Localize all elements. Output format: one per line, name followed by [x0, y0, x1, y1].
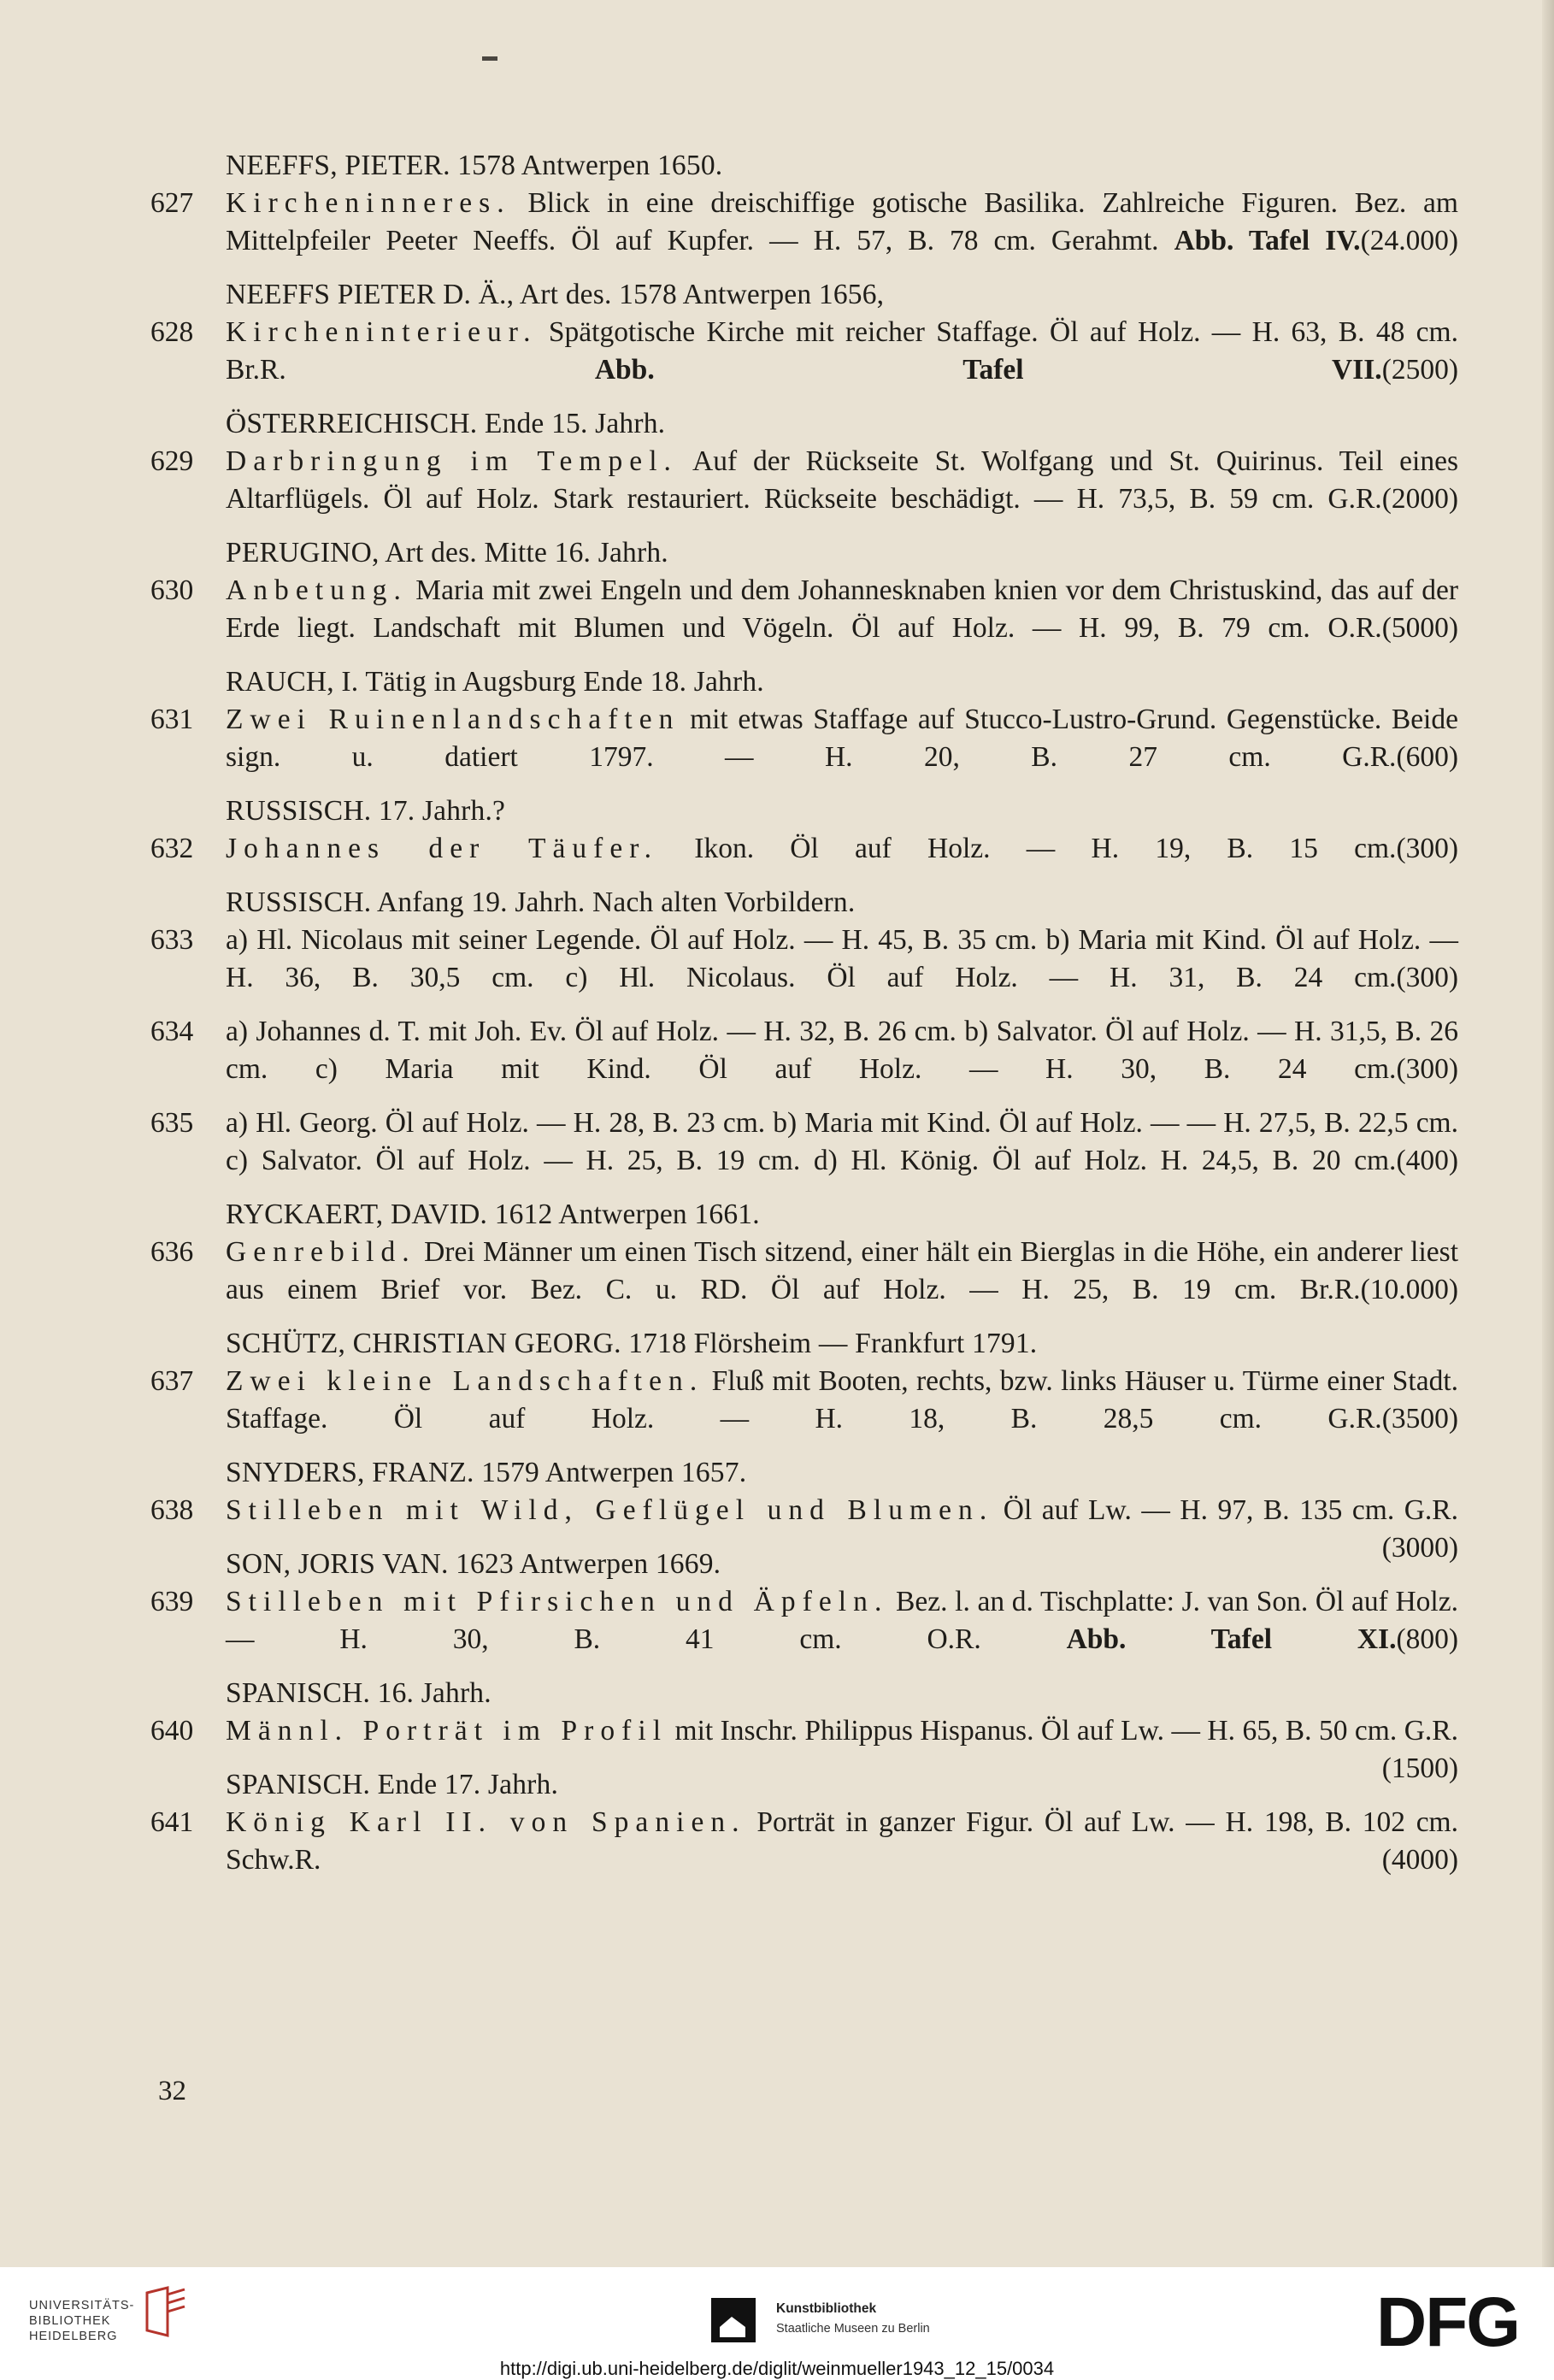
lot-number: 638: [150, 1494, 194, 1526]
catalog-entry: [0, 792, 1554, 868]
lot-description: [226, 185, 1458, 260]
artist-heading: SPANISCH. Ende 17. Jahrh.: [226, 1769, 559, 1800]
lot-details: Porträt in ganzer Figur. Öl auf Lw. — H. 198, B. 102 cm. Schw.R.: [226, 1806, 1458, 1876]
page-url[interactable]: http://digi.ub.uni-heidelberg.de/diglit/weinmueller1943_12_15/0034: [499, 2358, 1055, 2379]
artist-heading: SNYDERS, FRANZ. 1579 Antwerpen 1657.: [226, 1457, 747, 1488]
dfg-logo: DFG: [1376, 2283, 1520, 2361]
lot-title: Johannes der Täufer.: [226, 833, 659, 864]
lot-price: (3500): [1381, 1403, 1458, 1434]
lot-details: Auf der Rückseite St. Wolfgang und St. Quirinus. Teil eines Altarflügels. Öl auf Holz. Stark restauriert. Rückseite beschädigt. — H. 73,5, B. 59 cm. G.R.: [226, 445, 1458, 515]
lot-number: 639: [150, 1586, 194, 1617]
lot-item: [0, 1013, 1554, 1088]
item-spacer: [0, 1088, 1554, 1105]
lot-description: [226, 1234, 1458, 1309]
lot-title: Zwei Ruinenlandschaften: [226, 704, 680, 735]
lot-details: a) Hl. Nicolaus mit seiner Legende. Öl auf Holz. — H. 45, B. 35 cm. b) Maria mit Kind. Öl auf Holz. — H. 36, B. 30,5 cm. c) Hl. Nicolaus. Öl auf Holz. — H. 31, B. 24 cm.: [226, 924, 1458, 993]
lot-price: (300): [1396, 1053, 1458, 1085]
lot-description: [226, 443, 1458, 518]
catalog-entry: [0, 1196, 1554, 1309]
lot-details: Maria mit zwei Engeln und dem Johannesknaben knien vor dem Christuskind, das auf der Erde liegt. Landschaft mit Blumen und Vögeln. Öl auf Holz. — H. 99, B. 79 cm. O.R.: [226, 574, 1458, 644]
lot-title: Stilleben mit Pfirsichen und Äpfeln.: [226, 1586, 889, 1617]
lot-number: 634: [150, 1016, 194, 1047]
lot-number: 628: [150, 316, 194, 348]
lot-item: [0, 443, 1554, 518]
lot-item: [0, 701, 1554, 776]
lot-description: [226, 314, 1458, 389]
lot-price: (10.000): [1360, 1274, 1458, 1305]
lot-number: 633: [150, 924, 194, 956]
lot-number: 631: [150, 704, 194, 735]
lot-details: a) Hl. Georg. Öl auf Holz. — H. 28, B. 23 cm. b) Maria mit Kind. Öl auf Holz. — — H. 27,5, B. 22,5 cm. c) Salvator. Öl auf Holz. — H. 25, B. 19 cm. d) Hl. König. Öl auf Holz. H. 24,5, B. 20 cm.: [226, 1107, 1458, 1176]
page-number: 32: [158, 2076, 186, 2106]
catalog-entry: [0, 1675, 1554, 1784]
lot-description: [226, 1583, 1458, 1658]
lot-details: Öl auf Lw. — H. 97, B. 135 cm. G.R.: [993, 1494, 1458, 1526]
lot-description: [226, 701, 1458, 776]
catalog-entry: [0, 1546, 1554, 1658]
artist-heading: NEEFFS PIETER D. Ä., Art des. 1578 Antwerpen 1656,: [226, 279, 885, 310]
lot-title: Stilleben mit Wild, Geflügel und Blumen.: [226, 1494, 994, 1526]
plate-reference: Abb. Tafel XI.: [1066, 1623, 1397, 1655]
lot-item: [0, 1583, 1554, 1658]
catalog-entry: [0, 276, 1554, 389]
artist-heading: RAUCH, I. Tätig in Augsburg Ende 18. Jahrh.: [226, 666, 764, 698]
lot-title: Zwei kleine Landschaften.: [226, 1365, 704, 1397]
lot-description: [226, 1105, 1458, 1180]
lot-description: [226, 572, 1458, 647]
lot-item: [0, 830, 1554, 868]
lot-title: Anbetung.: [226, 574, 408, 606]
artist-heading: NEEFFS, PIETER. 1578 Antwerpen 1650.: [226, 150, 723, 181]
lot-details: mit Inschr. Philippus Hispanus. Öl auf Lw. — H. 65, B. 50 cm. G.R.: [668, 1715, 1458, 1747]
catalog-list: [0, 147, 1554, 1895]
catalog-entry: [0, 1325, 1554, 1438]
lot-number: 640: [150, 1715, 194, 1747]
lot-item: [0, 314, 1554, 389]
university-line-1: UNIVERSITÄTS-: [29, 2299, 135, 2312]
catalog-entry: [0, 534, 1554, 647]
lot-details: Spätgotische Kirche mit reicher Staffage. Öl auf Holz. — H. 63, B. 48 cm. Br.R.: [226, 316, 1458, 386]
artist-heading: RUSSISCH. Anfang 19. Jahrh. Nach alten Vorbildern.: [226, 887, 856, 918]
lot-item: [0, 1804, 1554, 1879]
artist-heading: SCHÜTZ, CHRISTIAN GEORG. 1718 Flörsheim — Frankfurt 1791.: [226, 1328, 1038, 1359]
university-logo-icon: [142, 2286, 190, 2337]
lot-item: [0, 922, 1554, 997]
library-subtitle: Staatliche Museen zu Berlin: [776, 2322, 930, 2336]
lot-description: [226, 1363, 1458, 1438]
lot-details: Ikon. Öl auf Holz. — H. 19, B. 15 cm.: [658, 833, 1397, 864]
lot-price: (600): [1396, 741, 1458, 773]
lot-price: (1500): [1381, 1753, 1458, 1784]
plate-reference: Abb. Tafel IV.: [1174, 225, 1361, 256]
lot-description: [226, 1712, 1458, 1784]
lot-price: (3000): [1381, 1532, 1458, 1564]
lot-item: [0, 185, 1554, 260]
lot-details: Drei Männer um einen Tisch sitzend, einer hält ein Bierglas in die Höhe, ein anderer liest aus einem Brief vor. Bez. C. u. RD. Öl auf Holz. — H. 25, B. 19 cm. Br.R.: [226, 1236, 1458, 1305]
lot-item: [0, 1105, 1554, 1180]
lot-item: [0, 1234, 1554, 1309]
catalog-entry: [0, 147, 1554, 260]
library-name: Kunstbibliothek: [776, 2301, 877, 2316]
lot-item: [0, 572, 1554, 647]
lot-title: König Karl II. von Spanien.: [226, 1806, 746, 1838]
university-line-3: HEIDELBERG: [29, 2330, 118, 2343]
lot-details: a) Johannes d. T. mit Joh. Ev. Öl auf Holz. — H. 32, B. 26 cm. b) Salvator. Öl auf Holz. — H. 31,5, B. 26 cm. c) Maria mit Kind. Öl auf Holz. — H. 30, B. 24 cm.: [226, 1016, 1458, 1085]
lot-number: 629: [150, 445, 194, 477]
lot-title: Darbringung im Tempel.: [226, 445, 678, 477]
lot-price: (4000): [1381, 1844, 1458, 1876]
lot-number: 641: [150, 1806, 194, 1838]
artist-heading: SON, JORIS VAN. 1623 Antwerpen 1669.: [226, 1548, 721, 1580]
catalog-entry: [0, 405, 1554, 518]
lot-price: (300): [1396, 833, 1458, 864]
viewer-footer: [0, 2267, 1554, 2380]
lot-item: [0, 1363, 1554, 1438]
artist-heading: PERUGINO, Art des. Mitte 16. Jahrh.: [226, 537, 668, 568]
university-library-name: [29, 2298, 134, 2344]
catalog-entry: [0, 663, 1554, 776]
university-line-2: BIBLIOTHEK: [29, 2314, 111, 2328]
lot-description: [226, 1804, 1458, 1879]
artist-heading: SPANISCH. 16. Jahrh.: [226, 1677, 492, 1709]
lot-details: mit etwas Staffage auf Stucco-Lustro-Grund. Gegenstücke. Beide sign. u. datiert 1797. — H. 20, B. 27 cm. G.R.: [226, 704, 1458, 773]
lot-price: (24.000): [1360, 225, 1458, 256]
artist-heading: ÖSTERREICHISCH. Ende 15. Jahrh.: [226, 408, 666, 439]
lot-description: [226, 922, 1458, 997]
lot-number: 637: [150, 1365, 194, 1397]
ink-mark: [482, 56, 497, 61]
lot-number: 636: [150, 1236, 194, 1268]
kunstbibliothek-icon: [711, 2298, 756, 2342]
lot-price: (800): [1396, 1623, 1458, 1655]
catalog-entry: [0, 884, 1554, 1180]
lot-price: (2000): [1381, 483, 1458, 515]
lot-number: 630: [150, 574, 194, 606]
lot-price: (2500): [1381, 354, 1458, 386]
lot-description: [226, 1013, 1458, 1088]
lot-description: [226, 830, 1458, 868]
artist-heading: RUSSISCH. 17. Jahrh.?: [226, 795, 506, 827]
lot-title: Kircheninneres.: [226, 187, 511, 219]
lot-item: [0, 1712, 1554, 1784]
lot-number: 632: [150, 833, 194, 864]
lot-number: 635: [150, 1107, 194, 1139]
catalog-entry: [0, 1766, 1554, 1879]
lot-title: Genrebild.: [226, 1236, 416, 1268]
lot-title: Kircheninterieur.: [226, 316, 538, 348]
plate-reference: Abb. Tafel VII.: [594, 354, 1382, 386]
item-spacer: [0, 997, 1554, 1013]
lot-price: (400): [1396, 1145, 1458, 1176]
artist-heading: RYCKAERT, DAVID. 1612 Antwerpen 1661.: [226, 1199, 760, 1230]
lot-details: Bez. l. an d. Tischplatte: J. van Son. Öl auf Holz. — H. 30, B. 41 cm. O.R.: [226, 1586, 1458, 1655]
lot-title: Männl. Porträt im Profil: [226, 1715, 668, 1747]
lot-price: (300): [1396, 962, 1458, 993]
lot-details: Blick in eine dreischiffige gotische Basilika. Zahlreiche Figuren. Bez. am Mittelpfeiler Peeter Neeffs. Öl auf Kupfer. — H. 57, B. 78 cm. Gerahmt.: [226, 187, 1458, 256]
lot-number: 627: [150, 187, 194, 219]
lot-details: Fluß mit Booten, rechts, bzw. links Häuser u. Türme einer Stadt. Staffage. Öl auf Holz. — H. 18, B. 28,5 cm. G.R.: [226, 1365, 1458, 1434]
lot-price: (5000): [1381, 612, 1458, 644]
